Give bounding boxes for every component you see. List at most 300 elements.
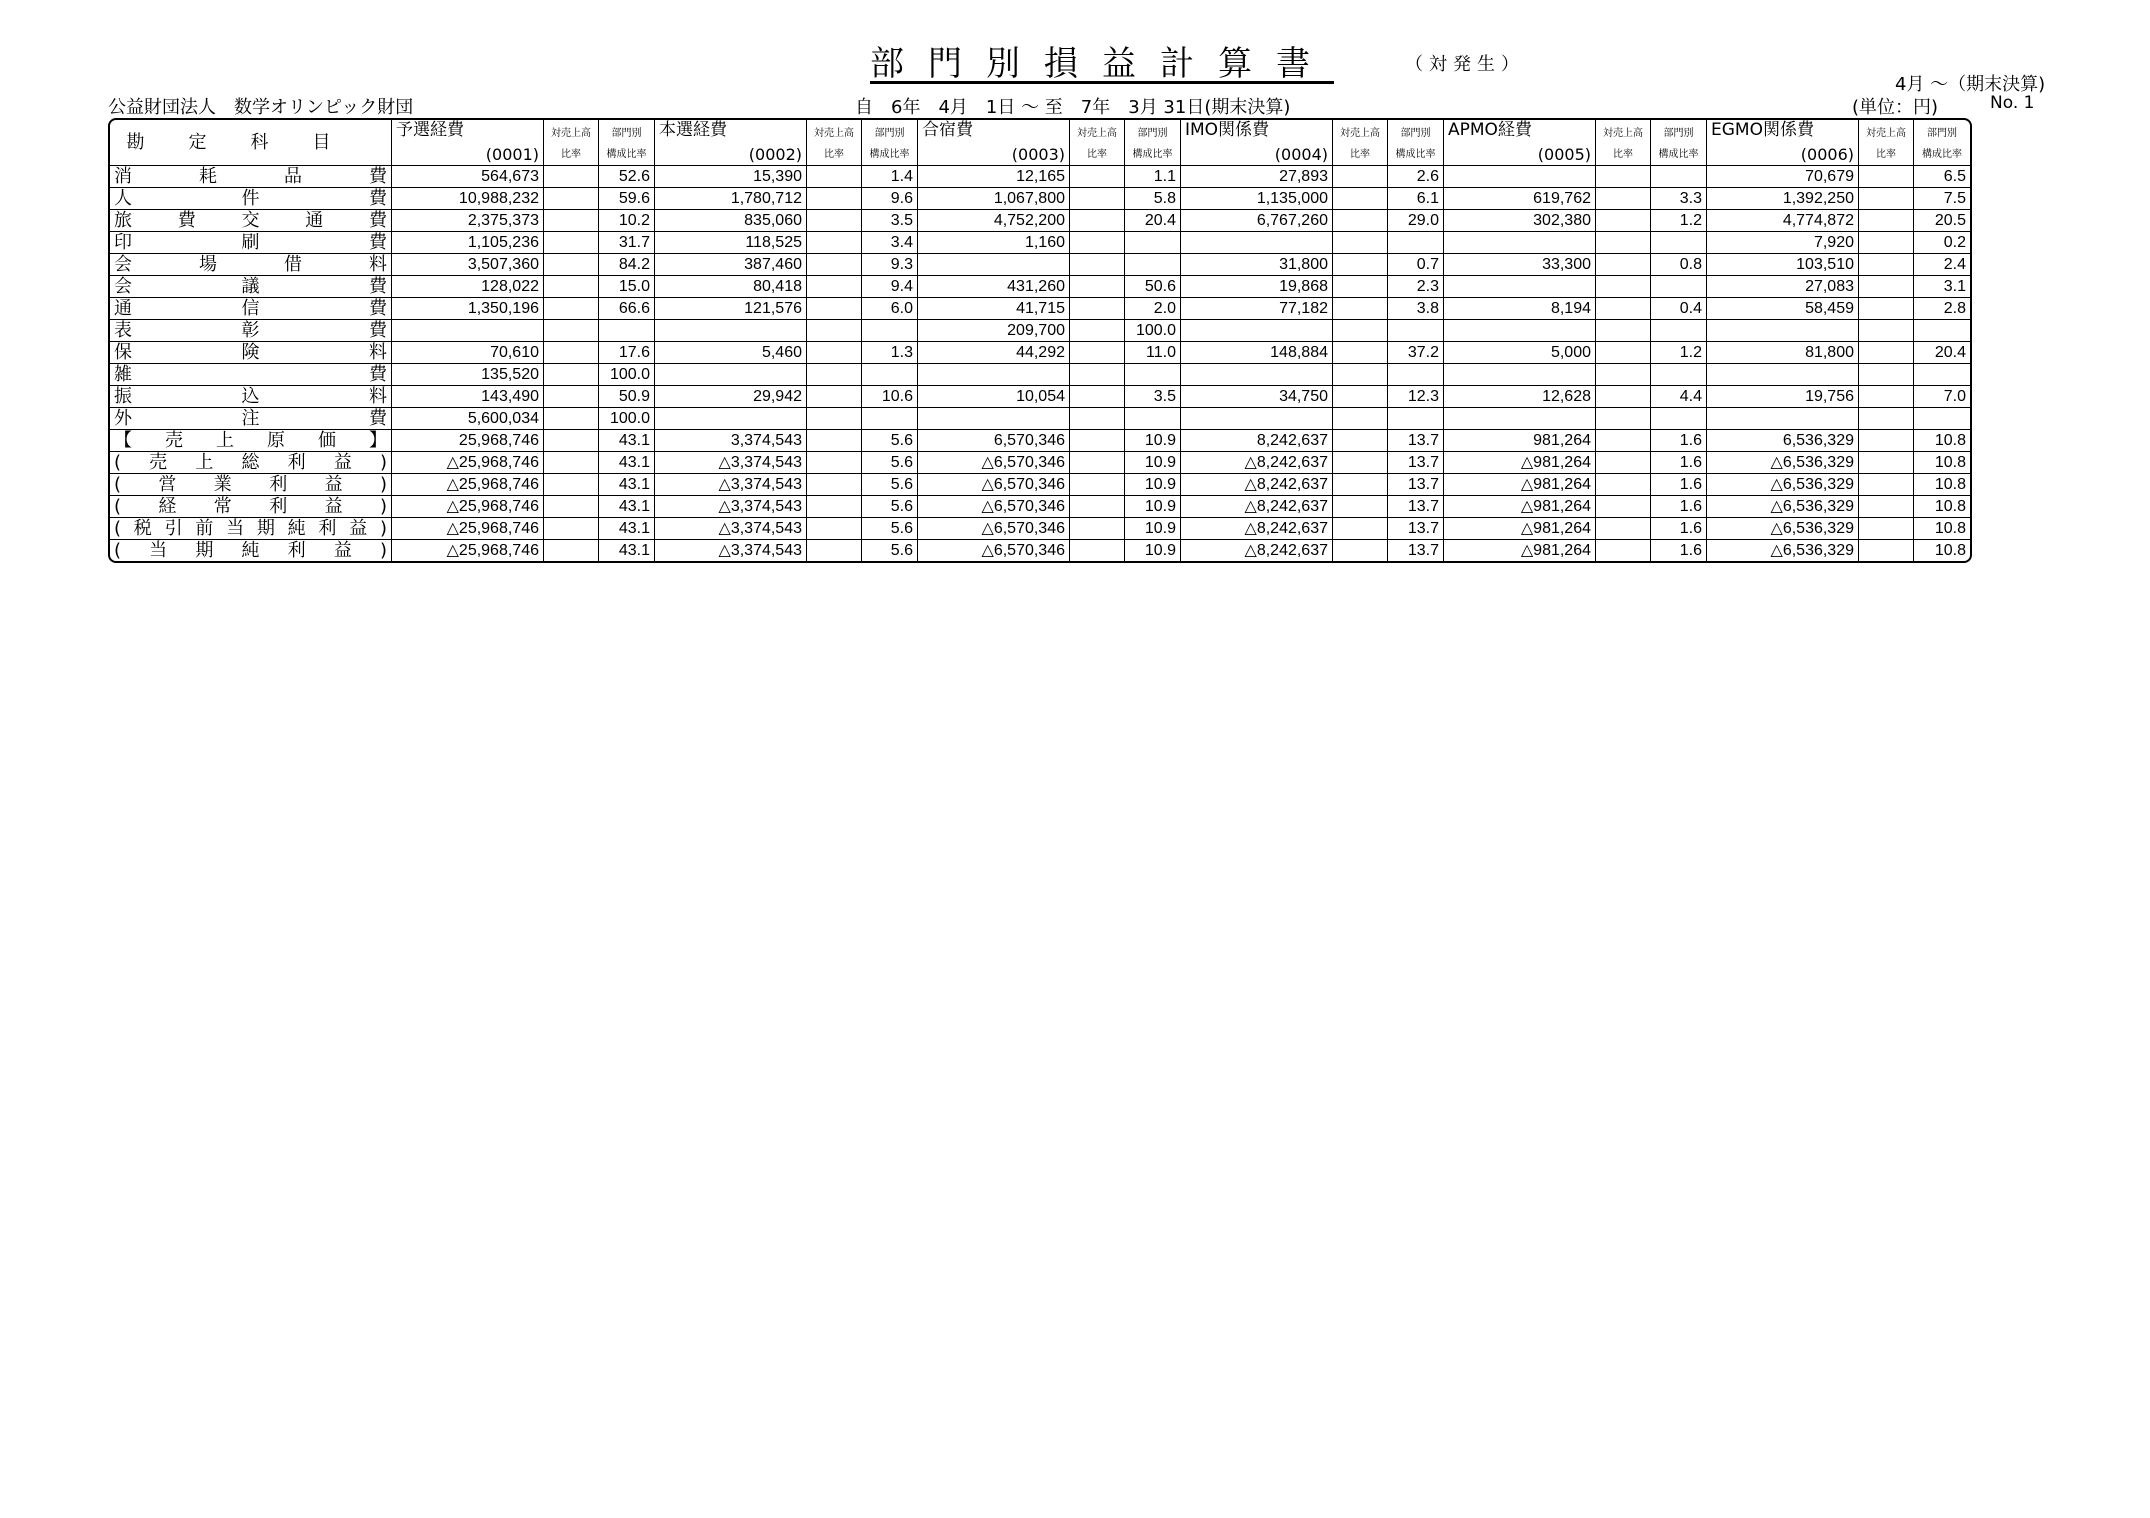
sales-ratio-cell xyxy=(1859,474,1914,496)
ratio-header-text: 対売上高 xyxy=(551,128,591,139)
amount-cell: 70,679 xyxy=(1707,166,1859,188)
composition-ratio-cell xyxy=(1651,232,1707,254)
composition-ratio-cell: 2.3 xyxy=(1388,276,1444,298)
amount-cell: △6,536,329 xyxy=(1707,540,1859,561)
sales-ratio-cell xyxy=(1070,188,1125,210)
composition-ratio-cell: 10.2 xyxy=(599,210,655,232)
ratio-header-text: 対売上高 xyxy=(1603,128,1643,139)
sales-ratio-cell xyxy=(1333,232,1388,254)
composition-ratio-cell: 10.8 xyxy=(1914,518,1970,540)
composition-ratio-cell: 9.3 xyxy=(862,254,918,276)
table-row xyxy=(110,166,1970,188)
amount-cell xyxy=(918,364,1070,386)
ratio-header-text: 比率 xyxy=(561,149,581,160)
table-row xyxy=(110,188,1970,210)
composition-ratio-cell: 10.8 xyxy=(1914,452,1970,474)
sales-ratio-cell xyxy=(1070,342,1125,364)
account-name: 消耗品費 xyxy=(110,166,392,188)
composition-ratio-cell: 7.5 xyxy=(1914,188,1970,210)
composition-ratio-cell: 9.6 xyxy=(862,188,918,210)
period-label: 4月 〜（期末決算) xyxy=(1895,74,2046,95)
composition-ratio-cell: 1.6 xyxy=(1651,518,1707,540)
amount-cell: △8,242,637 xyxy=(1181,540,1333,561)
table-row xyxy=(110,320,1970,342)
amount-cell: △6,536,329 xyxy=(1707,496,1859,518)
composition-ratio-cell: 13.7 xyxy=(1388,496,1444,518)
account-name: 通信費 xyxy=(110,298,392,320)
sales-ratio-cell xyxy=(1596,298,1651,320)
sales-ratio-cell xyxy=(1333,540,1388,561)
sales-ratio-cell xyxy=(807,408,862,430)
composition-ratio-cell: 3.5 xyxy=(862,210,918,232)
composition-ratio-cell: 5.6 xyxy=(862,518,918,540)
sales-ratio-cell xyxy=(807,496,862,518)
amount-cell: 27,893 xyxy=(1181,166,1333,188)
sales-ratio-cell xyxy=(1596,518,1651,540)
composition-ratio-cell: 2.6 xyxy=(1388,166,1444,188)
amount-cell xyxy=(1707,364,1859,386)
sales-ratio-cell xyxy=(1859,298,1914,320)
amount-cell: △8,242,637 xyxy=(1181,474,1333,496)
amount-cell: △8,242,637 xyxy=(1181,518,1333,540)
amount-cell: 3,374,543 xyxy=(655,430,807,452)
sales-ratio-cell xyxy=(544,408,599,430)
composition-ratio-cell: 1.6 xyxy=(1651,496,1707,518)
ratio-header-text: 部門別 xyxy=(1927,128,1957,139)
dept-name: APMO経費 xyxy=(1448,120,1532,140)
ratio-header-text: 比率 xyxy=(1087,149,1107,160)
amount-cell xyxy=(655,408,807,430)
composition-ratio-cell: 50.6 xyxy=(1125,276,1181,298)
sales-ratio-cell xyxy=(544,232,599,254)
sales-ratio-cell xyxy=(1070,166,1125,188)
account-name: (経常利益) xyxy=(110,496,392,518)
amount-cell: 34,750 xyxy=(1181,386,1333,408)
sales-ratio-cell xyxy=(544,188,599,210)
amount-cell: 77,182 xyxy=(1181,298,1333,320)
amount-cell: △25,968,746 xyxy=(392,452,544,474)
amount-cell: 6,570,346 xyxy=(918,430,1070,452)
amount-cell: 2,375,373 xyxy=(392,210,544,232)
amount-cell: 12,165 xyxy=(918,166,1070,188)
amount-cell xyxy=(655,320,807,342)
sales-ratio-cell xyxy=(1333,342,1388,364)
sales-ratio-header xyxy=(1859,120,1914,166)
amount-cell: △25,968,746 xyxy=(392,474,544,496)
account-header-label: 勘定科目 xyxy=(126,132,375,153)
account-name: 人件費 xyxy=(110,188,392,210)
composition-ratio-cell: 43.1 xyxy=(599,452,655,474)
sales-ratio-header xyxy=(1333,120,1388,166)
sales-ratio-cell xyxy=(544,276,599,298)
table-row xyxy=(110,232,1970,254)
sales-ratio-cell xyxy=(1859,188,1914,210)
amount-cell: 80,418 xyxy=(655,276,807,298)
amount-cell: △6,570,346 xyxy=(918,496,1070,518)
composition-ratio-cell: 43.1 xyxy=(599,430,655,452)
account-name: 振込料 xyxy=(110,386,392,408)
sales-ratio-cell xyxy=(1070,518,1125,540)
sales-ratio-cell xyxy=(1333,166,1388,188)
sales-ratio-cell xyxy=(1596,364,1651,386)
composition-ratio-cell: 7.0 xyxy=(1914,386,1970,408)
amount-cell: 1,392,250 xyxy=(1707,188,1859,210)
dept-header xyxy=(1707,120,1859,166)
amount-cell: 70,610 xyxy=(392,342,544,364)
amount-cell: 103,510 xyxy=(1707,254,1859,276)
table-header-row xyxy=(110,120,1970,166)
amount-cell: 10,988,232 xyxy=(392,188,544,210)
amount-cell: △25,968,746 xyxy=(392,518,544,540)
amount-cell xyxy=(1181,232,1333,254)
table-row xyxy=(110,452,1970,474)
dept-header xyxy=(1181,120,1333,166)
sales-ratio-cell xyxy=(807,210,862,232)
amount-cell xyxy=(1444,364,1596,386)
amount-cell: 121,576 xyxy=(655,298,807,320)
composition-ratio-cell: 1.1 xyxy=(1125,166,1181,188)
sales-ratio-cell xyxy=(1333,408,1388,430)
sales-ratio-cell xyxy=(1859,320,1914,342)
amount-cell xyxy=(1444,232,1596,254)
sales-ratio-cell xyxy=(807,166,862,188)
sales-ratio-cell xyxy=(1859,540,1914,561)
composition-ratio-cell: 50.9 xyxy=(599,386,655,408)
sales-ratio-cell xyxy=(1596,408,1651,430)
dept-header xyxy=(918,120,1070,166)
composition-ratio-cell: 1.2 xyxy=(1651,342,1707,364)
composition-ratio-cell: 13.7 xyxy=(1388,474,1444,496)
composition-ratio-header xyxy=(1651,120,1707,166)
composition-ratio-cell: 1.3 xyxy=(862,342,918,364)
composition-ratio-cell: 5.6 xyxy=(862,540,918,561)
composition-ratio-cell: 10.9 xyxy=(1125,452,1181,474)
sales-ratio-cell xyxy=(1859,364,1914,386)
sales-ratio-cell xyxy=(1596,232,1651,254)
composition-ratio-cell xyxy=(1125,254,1181,276)
amount-cell: 7,920 xyxy=(1707,232,1859,254)
sales-ratio-cell xyxy=(1859,452,1914,474)
sales-ratio-cell xyxy=(1333,188,1388,210)
composition-ratio-cell: 1.6 xyxy=(1651,474,1707,496)
composition-ratio-cell: 3.1 xyxy=(1914,276,1970,298)
amount-cell: 4,774,872 xyxy=(1707,210,1859,232)
account-name: (税引前当期純利益) xyxy=(110,518,392,540)
amount-cell: 12,628 xyxy=(1444,386,1596,408)
amount-cell xyxy=(1707,320,1859,342)
ratio-header-text: 構成比率 xyxy=(869,149,910,160)
amount-cell: △6,570,346 xyxy=(918,540,1070,561)
composition-ratio-cell: 100.0 xyxy=(1125,320,1181,342)
amount-cell: 8,194 xyxy=(1444,298,1596,320)
sales-ratio-cell xyxy=(1333,518,1388,540)
amount-cell: 981,264 xyxy=(1444,430,1596,452)
sales-ratio-cell xyxy=(807,364,862,386)
amount-cell: 431,260 xyxy=(918,276,1070,298)
composition-ratio-cell: 29.0 xyxy=(1388,210,1444,232)
sales-ratio-cell xyxy=(1859,408,1914,430)
composition-ratio-cell xyxy=(1914,364,1970,386)
composition-ratio-header xyxy=(1914,120,1970,166)
amount-cell: △981,264 xyxy=(1444,496,1596,518)
sales-ratio-cell xyxy=(1070,474,1125,496)
sales-ratio-cell xyxy=(1070,540,1125,561)
amount-cell: 19,756 xyxy=(1707,386,1859,408)
ratio-header-text: 部門別 xyxy=(874,128,905,139)
composition-ratio-cell: 66.6 xyxy=(599,298,655,320)
ratio-header-text: 比率 xyxy=(1350,149,1370,160)
amount-cell xyxy=(655,364,807,386)
table-row xyxy=(110,430,1970,452)
amount-cell: 387,460 xyxy=(655,254,807,276)
composition-ratio-cell: 20.4 xyxy=(1125,210,1181,232)
account-name: 会場借料 xyxy=(110,254,392,276)
amount-cell: 1,350,196 xyxy=(392,298,544,320)
composition-ratio-cell xyxy=(599,320,655,342)
composition-ratio-cell: 43.1 xyxy=(599,474,655,496)
sales-ratio-cell xyxy=(544,540,599,561)
account-name: 【売上原価】 xyxy=(110,430,392,452)
sales-ratio-cell xyxy=(1070,496,1125,518)
amount-cell: 44,292 xyxy=(918,342,1070,364)
composition-ratio-cell: 3.4 xyxy=(862,232,918,254)
composition-ratio-cell: 2.0 xyxy=(1125,298,1181,320)
amount-cell: 135,520 xyxy=(392,364,544,386)
sales-ratio-cell xyxy=(1333,320,1388,342)
amount-cell: 8,242,637 xyxy=(1181,430,1333,452)
amount-cell xyxy=(1707,408,1859,430)
amount-cell: 1,135,000 xyxy=(1181,188,1333,210)
sales-ratio-cell xyxy=(544,496,599,518)
ratio-header-text: 構成比率 xyxy=(1395,149,1436,160)
amount-cell: 128,022 xyxy=(392,276,544,298)
amount-cell xyxy=(1444,320,1596,342)
composition-ratio-cell: 0.2 xyxy=(1914,232,1970,254)
composition-ratio-cell: 59.6 xyxy=(599,188,655,210)
sales-ratio-cell xyxy=(807,452,862,474)
sales-ratio-header xyxy=(544,120,599,166)
amount-cell xyxy=(392,320,544,342)
composition-ratio-cell: 10.8 xyxy=(1914,474,1970,496)
ratio-header-text: 対売上高 xyxy=(1866,128,1906,139)
ratio-header-text: 対売上高 xyxy=(1077,128,1117,139)
ratio-header-text: 部門別 xyxy=(1663,128,1694,139)
sales-ratio-cell xyxy=(1333,276,1388,298)
composition-ratio-cell: 31.7 xyxy=(599,232,655,254)
amount-cell: △3,374,543 xyxy=(655,474,807,496)
account-name: 表彰費 xyxy=(110,320,392,342)
amount-cell: △3,374,543 xyxy=(655,496,807,518)
sales-ratio-cell xyxy=(1596,540,1651,561)
sales-ratio-cell xyxy=(1859,254,1914,276)
amount-cell: △6,570,346 xyxy=(918,518,1070,540)
sales-ratio-cell xyxy=(1596,166,1651,188)
sales-ratio-cell xyxy=(1596,474,1651,496)
composition-ratio-cell: 10.9 xyxy=(1125,430,1181,452)
composition-ratio-cell: 3.3 xyxy=(1651,188,1707,210)
amount-cell: 15,390 xyxy=(655,166,807,188)
composition-ratio-cell: 6.1 xyxy=(1388,188,1444,210)
ratio-header-text: 部門別 xyxy=(611,128,642,139)
table-body xyxy=(110,166,1970,561)
sales-ratio-cell xyxy=(1333,364,1388,386)
ratio-header-text: 対売上高 xyxy=(814,128,854,139)
amount-cell: 1,067,800 xyxy=(918,188,1070,210)
amount-cell: 6,767,260 xyxy=(1181,210,1333,232)
sales-ratio-cell xyxy=(1859,496,1914,518)
sales-ratio-cell xyxy=(1070,298,1125,320)
sales-ratio-cell xyxy=(1859,166,1914,188)
amount-cell: 41,715 xyxy=(918,298,1070,320)
composition-ratio-cell: 10.9 xyxy=(1125,496,1181,518)
amount-cell: 1,105,236 xyxy=(392,232,544,254)
table-row xyxy=(110,496,1970,518)
amount-cell: 27,083 xyxy=(1707,276,1859,298)
sales-ratio-cell xyxy=(1070,452,1125,474)
composition-ratio-cell: 1.4 xyxy=(862,166,918,188)
dept-name: 予選経費 xyxy=(396,120,464,140)
composition-ratio-cell: 2.8 xyxy=(1914,298,1970,320)
table-row xyxy=(110,254,1970,276)
composition-ratio-cell: 20.4 xyxy=(1914,342,1970,364)
sales-ratio-cell xyxy=(544,166,599,188)
sales-ratio-cell xyxy=(807,540,862,561)
composition-ratio-cell xyxy=(1651,276,1707,298)
composition-ratio-header xyxy=(599,120,655,166)
sales-ratio-cell xyxy=(1333,298,1388,320)
amount-cell: △6,536,329 xyxy=(1707,518,1859,540)
composition-ratio-cell xyxy=(1388,408,1444,430)
composition-ratio-cell: 3.5 xyxy=(1125,386,1181,408)
organization-name: 公益財団法人 数学オリンピック財団 xyxy=(108,97,414,118)
sales-ratio-cell xyxy=(807,254,862,276)
sales-ratio-cell xyxy=(544,518,599,540)
amount-cell xyxy=(1444,276,1596,298)
sales-ratio-cell xyxy=(1333,386,1388,408)
sales-ratio-cell xyxy=(807,518,862,540)
composition-ratio-cell: 43.1 xyxy=(599,518,655,540)
composition-ratio-cell xyxy=(1388,232,1444,254)
ratio-header-text: 構成比率 xyxy=(1132,149,1173,160)
amount-cell: △25,968,746 xyxy=(392,496,544,518)
sales-ratio-cell xyxy=(807,276,862,298)
composition-ratio-cell: 84.2 xyxy=(599,254,655,276)
composition-ratio-cell: 9.4 xyxy=(862,276,918,298)
composition-ratio-cell: 17.6 xyxy=(599,342,655,364)
sales-ratio-cell xyxy=(1859,342,1914,364)
amount-cell xyxy=(918,254,1070,276)
composition-ratio-cell: 13.7 xyxy=(1388,540,1444,561)
sales-ratio-cell xyxy=(1070,254,1125,276)
amount-cell: 302,380 xyxy=(1444,210,1596,232)
sales-ratio-cell xyxy=(544,298,599,320)
composition-ratio-cell xyxy=(1651,320,1707,342)
sales-ratio-cell xyxy=(1859,232,1914,254)
amount-cell xyxy=(1181,408,1333,430)
amount-cell: △8,242,637 xyxy=(1181,496,1333,518)
sales-ratio-header xyxy=(1070,120,1125,166)
amount-cell: △6,570,346 xyxy=(918,452,1070,474)
composition-ratio-cell: 1.6 xyxy=(1651,430,1707,452)
composition-ratio-cell xyxy=(1651,166,1707,188)
ratio-header-text: 比率 xyxy=(1613,149,1633,160)
composition-ratio-cell: 100.0 xyxy=(599,364,655,386)
composition-ratio-cell: 0.8 xyxy=(1651,254,1707,276)
sales-ratio-cell xyxy=(1070,276,1125,298)
sales-ratio-cell xyxy=(807,342,862,364)
amount-cell: △3,374,543 xyxy=(655,452,807,474)
sales-ratio-cell xyxy=(807,474,862,496)
amount-cell: 31,800 xyxy=(1181,254,1333,276)
sales-ratio-cell xyxy=(544,254,599,276)
dept-code: (0002) xyxy=(748,145,802,164)
amount-cell: 58,459 xyxy=(1707,298,1859,320)
sales-ratio-header xyxy=(807,120,862,166)
report-subtitle: （対発生） xyxy=(1405,54,1525,75)
amount-cell: 209,700 xyxy=(918,320,1070,342)
composition-ratio-cell: 13.7 xyxy=(1388,518,1444,540)
amount-cell: 19,868 xyxy=(1181,276,1333,298)
sales-ratio-cell xyxy=(807,232,862,254)
sales-ratio-cell xyxy=(1070,320,1125,342)
table-row xyxy=(110,298,1970,320)
dept-header xyxy=(1444,120,1596,166)
amount-cell xyxy=(918,408,1070,430)
account-name: (営業利益) xyxy=(110,474,392,496)
composition-ratio-cell xyxy=(1914,408,1970,430)
composition-ratio-cell xyxy=(862,408,918,430)
composition-ratio-cell: 4.4 xyxy=(1651,386,1707,408)
amount-cell: 143,490 xyxy=(392,386,544,408)
amount-cell: 25,968,746 xyxy=(392,430,544,452)
composition-ratio-cell: 10.8 xyxy=(1914,430,1970,452)
sales-ratio-cell xyxy=(1333,430,1388,452)
amount-cell: △3,374,543 xyxy=(655,540,807,561)
amount-cell: 148,884 xyxy=(1181,342,1333,364)
amount-cell: 835,060 xyxy=(655,210,807,232)
amount-cell: △981,264 xyxy=(1444,452,1596,474)
sales-ratio-cell xyxy=(1859,210,1914,232)
sales-ratio-cell xyxy=(1070,232,1125,254)
amount-cell xyxy=(1444,408,1596,430)
ratio-header-text: 比率 xyxy=(824,149,844,160)
amount-cell: △3,374,543 xyxy=(655,518,807,540)
ratio-header-text: 構成比率 xyxy=(1658,149,1699,160)
sales-ratio-cell xyxy=(544,452,599,474)
dept-code: (0004) xyxy=(1274,145,1328,164)
sales-ratio-cell xyxy=(1596,386,1651,408)
composition-ratio-header xyxy=(1388,120,1444,166)
amount-cell: 5,000 xyxy=(1444,342,1596,364)
composition-ratio-cell: 100.0 xyxy=(599,408,655,430)
dept-name: 合宿費 xyxy=(922,120,973,140)
composition-ratio-cell xyxy=(1125,408,1181,430)
composition-ratio-cell: 3.8 xyxy=(1388,298,1444,320)
department-pl-table xyxy=(108,118,1972,563)
composition-ratio-cell: 11.0 xyxy=(1125,342,1181,364)
amount-cell: 1,780,712 xyxy=(655,188,807,210)
composition-ratio-cell: 10.9 xyxy=(1125,474,1181,496)
sales-ratio-cell xyxy=(1596,210,1651,232)
amount-cell: 1,160 xyxy=(918,232,1070,254)
composition-ratio-cell: 10.9 xyxy=(1125,540,1181,561)
sales-ratio-cell xyxy=(807,386,862,408)
amount-cell: 619,762 xyxy=(1444,188,1596,210)
amount-cell: 29,942 xyxy=(655,386,807,408)
composition-ratio-cell xyxy=(862,364,918,386)
amount-cell: 564,673 xyxy=(392,166,544,188)
dept-code: (0001) xyxy=(485,145,539,164)
